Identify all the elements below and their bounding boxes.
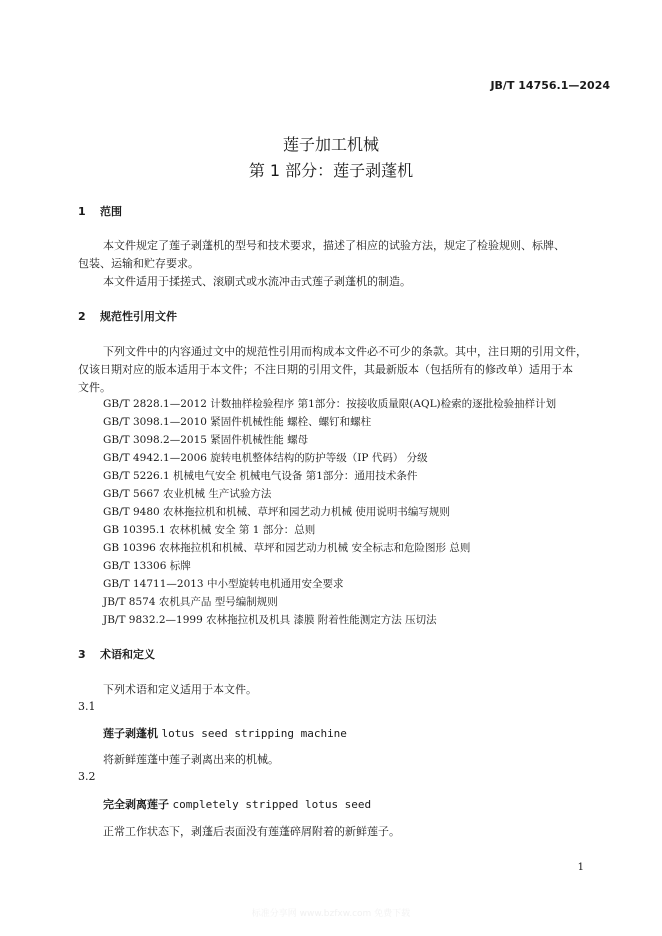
term-english: lotus seed stripping machine: [161, 727, 347, 740]
section-number: 3: [78, 648, 86, 661]
paragraph: 包装、运输和贮存要求。: [78, 257, 199, 270]
term-definition: 将新鲜莲蓬中莲子剥离出来的机械。: [103, 753, 279, 766]
section-1-heading: [78, 203, 122, 219]
section-3-heading: [78, 646, 155, 662]
section-2-heading: [78, 308, 177, 324]
standard-number: JB/T 14756.1—2024: [490, 79, 610, 92]
reference-item: GB/T 9480 农林拖拉机和机械、草坪和园艺动力机械 使用说明书编写规则: [103, 506, 450, 518]
section-title: 规范性引用文件: [100, 310, 177, 323]
reference-item: GB/T 14711—2013 中小型旋转电机通用安全要求: [103, 578, 344, 590]
term-chinese: 莲子剥蓬机: [103, 727, 158, 740]
paragraph: 下列文件中的内容通过文中的规范性引用而构成本文件必不可少的条款。其中，注日期的引用文件，: [103, 345, 587, 358]
paragraph: 下列术语和定义适用于本文件。: [103, 683, 257, 696]
section-number: 1: [78, 205, 86, 218]
term-number: 3.1: [78, 700, 96, 713]
paragraph: 本文件适用于揉搓式、滚刷式或水流冲击式莲子剥蓬机的制造。: [103, 275, 411, 288]
paragraph: 仅该日期对应的版本适用于本文件；不注日期的引用文件，其最新版本（包括所有的修改单）适用于本: [78, 363, 573, 376]
term-chinese: 完全剥离莲子: [103, 798, 169, 811]
reference-item: GB 10395.1 农林机械 安全 第 1 部分：总则: [103, 524, 316, 536]
term-number: 3.2: [78, 770, 96, 783]
reference-item: GB/T 5667 农业机械 生产试验方法: [103, 488, 272, 500]
document-subtitle: 第 1 部分：莲子剥蓬机: [248, 161, 414, 180]
page-number: 1: [577, 862, 584, 873]
reference-item: GB 10396 农林拖拉机和机械、草坪和园艺动力机械 安全标志和危险图形 总则: [103, 542, 471, 554]
paragraph: 文件。: [78, 381, 111, 394]
term-entry: [103, 796, 371, 812]
section-title: 术语和定义: [100, 648, 155, 661]
term-entry: [103, 725, 347, 741]
reference-item: GB/T 4942.1—2006 旋转电机整体结构的防护等级（IP 代码） 分级: [103, 452, 428, 464]
term-english: completely stripped lotus seed: [172, 798, 372, 811]
paragraph: 本文件规定了莲子剥蓬机的型号和技术要求，描述了相应的试验方法，规定了检验规则、标牌、: [103, 239, 565, 252]
reference-item: JB/T 9832.2—1999 农林拖拉机及机具 漆膜 附着性能测定方法 压切法: [103, 614, 437, 626]
term-definition: 正常工作状态下，剥蓬后表面没有莲蓬碎屑附着的新鲜莲子。: [103, 825, 400, 838]
watermark: 标准分享网 www.bzfxw.com 免费下载: [251, 909, 411, 919]
reference-item: GB/T 3098.2—2015 紧固件机械性能 螺母: [103, 434, 309, 446]
reference-item: GB/T 3098.1—2010 紧固件机械性能 螺栓、螺钉和螺柱: [103, 416, 372, 428]
reference-item: JB/T 8574 农机具产品 型号编制规则: [103, 596, 278, 608]
section-title: 范围: [100, 205, 122, 218]
reference-item: GB/T 2828.1—2012 计数抽样检验程序 第1部分：按接收质量限(AQL)检索的逐批检验抽样计划: [103, 398, 557, 410]
reference-item: GB/T 13306 标牌: [103, 560, 191, 572]
reference-item: GB/T 5226.1 机械电气安全 机械电气设备 第1部分：通用技术条件: [103, 470, 418, 482]
document-title: 莲子加工机械: [282, 135, 379, 154]
section-number: 2: [78, 310, 86, 323]
